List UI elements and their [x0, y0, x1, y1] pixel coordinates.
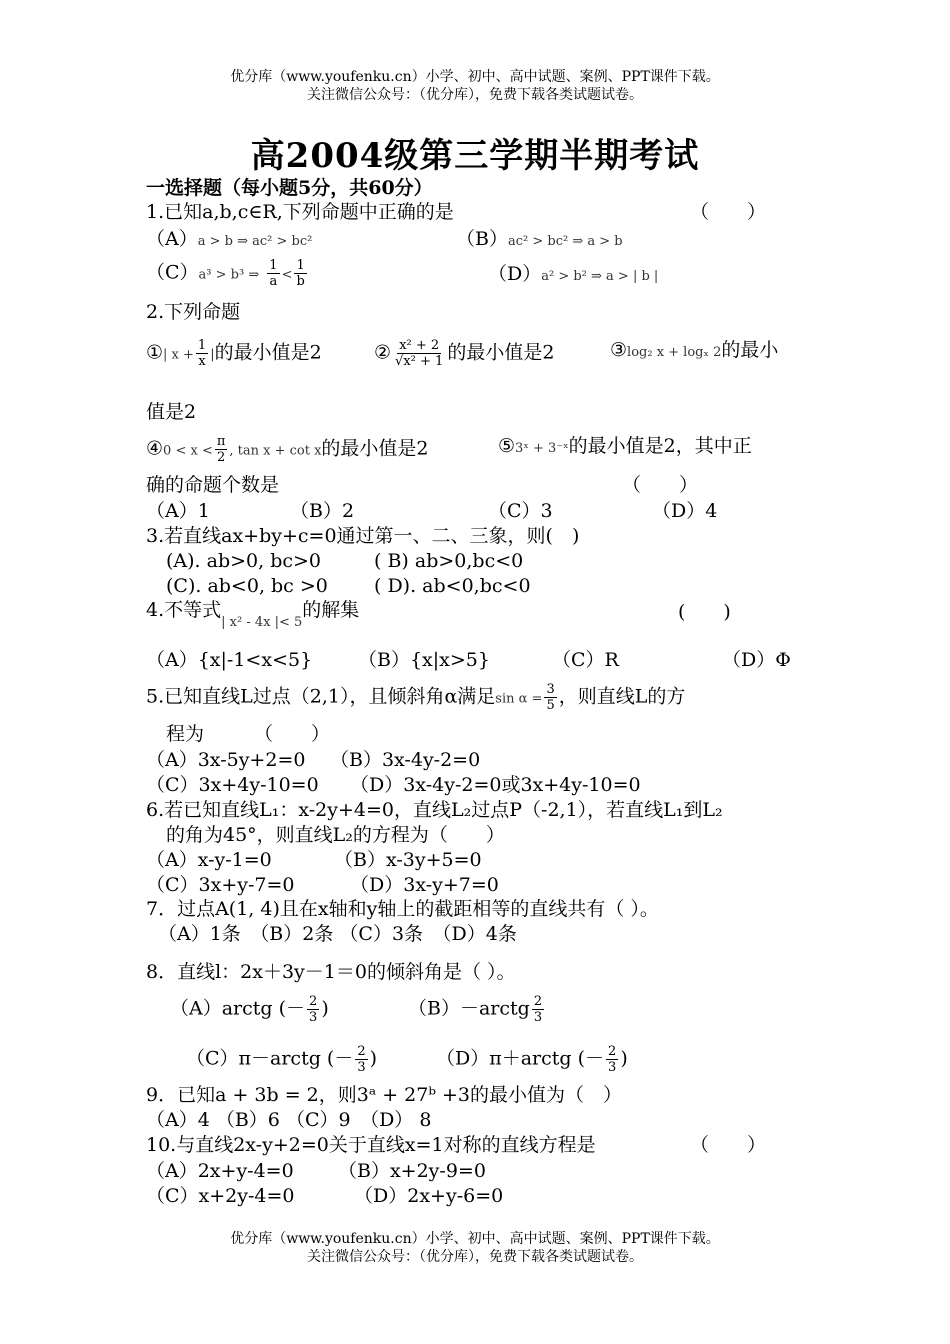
q6-cont: 的角为45°，则直线L₂的方程为（ ）	[166, 824, 505, 846]
q8-a-frac	[307, 994, 319, 1025]
q1-stem: 1.已知a,b,c∈R,下列命题中正确的是	[146, 201, 454, 223]
q8-d-den: 3	[608, 1060, 617, 1075]
q8-option-b	[408, 994, 546, 1025]
header-line-1: 优分库（www.youfenku.cn）小学、初中、高中试题、案例、PPT课件下载。	[230, 69, 720, 85]
q5-frac	[544, 682, 556, 713]
q1-d-math: a² > b² ⇒ a > | b |	[541, 269, 659, 284]
q2-option-c: （C）3	[488, 500, 553, 522]
q10-option-b: （B）x+2y-9=0	[338, 1160, 486, 1182]
header-line-2: 关注微信公众号：（优分库），免费下载各类试题试卷。	[307, 87, 643, 103]
q8-b-frac	[532, 994, 544, 1025]
q2-c2-frac	[393, 338, 445, 369]
q8-option-c	[186, 1044, 377, 1075]
q5-option-a: （A）3x-5y+2=0	[146, 749, 306, 771]
q4-option-c: （C）R	[552, 649, 619, 671]
q2-claim-1	[146, 338, 322, 369]
q6-option-b: （B）x-3y+5=0	[334, 849, 482, 871]
q10-option-d: （D）2x+y-6=0	[354, 1185, 504, 1207]
q1-c-den1: a	[269, 274, 278, 289]
q2-answer-paren: （ ）	[622, 474, 699, 496]
q5-den: 5	[546, 698, 555, 713]
q10-stem: 10.与直线2x-y+2=0关于直线x=1对称的直线方程是	[146, 1134, 596, 1156]
q8-a-post: )	[321, 997, 329, 1020]
q8-d-post: )	[620, 1047, 628, 1070]
q4-math: | x² - 4x |< 5	[221, 615, 303, 630]
q2-c4-den: 2	[216, 450, 226, 465]
q2-c1-math-pre: | x +	[163, 347, 194, 363]
q2-c1-frac	[196, 338, 208, 369]
q5-stem-post: ，则直线L的方	[558, 685, 686, 708]
q10-option-c: （C）x+2y-4=0	[146, 1185, 295, 1207]
q2-option-b: （B）2	[290, 500, 355, 522]
q2-c2-num: x² + 2	[399, 338, 440, 353]
q2-c3-math: log₂ x + logₓ 2	[627, 345, 722, 360]
q1-c-num2: 1	[296, 258, 305, 273]
q4-stem-post: 的解集	[302, 599, 360, 621]
q2-option-d: （D）4	[652, 500, 718, 522]
q2-claim-4	[146, 434, 429, 465]
q1-c-frac2	[294, 258, 306, 289]
q5-option-b: （B）3x-4y-2=0	[330, 749, 481, 771]
q5-answer-paren: （ ）	[254, 723, 331, 745]
q2-c4-text: 的最小值是2	[321, 437, 429, 460]
q2-c1-math-post: |	[210, 347, 215, 363]
q8-a-pre: （A）arctg (－	[170, 997, 306, 1020]
q2-c5-text: 的最小值是2，其中正	[568, 435, 752, 457]
q6-option-a: （A）x-y-1=0	[146, 849, 272, 871]
q8-c-post: )	[369, 1047, 378, 1070]
q3-option-b: ( B) ab>0,bc<0	[374, 550, 524, 572]
q3-option-c: (C). ab<0, bc >0	[166, 575, 328, 597]
q6-option-d: （D）3x-y+7=0	[350, 874, 499, 896]
q8-stem: 8．直线l：2x＋3y－1＝0的倾斜角是（ ）。	[146, 961, 516, 983]
q2-c4-math-pre: 0 < x <	[163, 443, 213, 459]
q2-c4-marker: ④	[146, 437, 164, 460]
q1-option-a	[146, 227, 312, 254]
q2-c3-marker: ③	[610, 339, 628, 361]
q8-c-num: 2	[357, 1044, 366, 1059]
q8-d-num: 2	[608, 1044, 617, 1059]
q1-b-math: ac² > bc² ⇒ a > b	[507, 234, 623, 249]
q8-a-num: 2	[309, 994, 318, 1009]
q7-options: （A）1条 （B）2条 （C）3条 （D）4条	[158, 923, 517, 945]
q4-option-d: （D）Φ	[722, 649, 791, 671]
q8-a-den: 3	[309, 1010, 318, 1025]
q4-option-a: （A）{x|-1<x<5}	[146, 649, 313, 671]
q10-option-a: （A）2x+y-4=0	[146, 1160, 294, 1182]
q1-option-c	[146, 258, 309, 289]
q3-option-d: ( D). ab<0,bc<0	[374, 575, 531, 597]
q2-c1-num: 1	[197, 338, 207, 353]
q5-math: sin α =	[495, 691, 543, 707]
q2-c2-marker: ②	[374, 341, 392, 364]
q2-c5-marker: ⑤	[498, 435, 516, 457]
q2-c4-num: π	[216, 434, 226, 449]
q3-option-a: (A). ab>0, bc>0	[166, 550, 322, 572]
q2-tail: 确的命题个数是	[146, 474, 280, 496]
q1-c-frac1	[267, 258, 279, 289]
q8-c-pre: （C）π－arctg (－	[186, 1047, 354, 1070]
q2-c4-frac	[215, 434, 228, 465]
q1-a-math: a > b ⇒ ac² > bc²	[197, 234, 313, 249]
q1-c-lt: <	[281, 267, 293, 283]
q8-c-den: 3	[357, 1060, 366, 1075]
q4-stem	[146, 598, 360, 630]
q1-answer-paren: （ ）	[690, 201, 767, 223]
q1-c-num1: 1	[269, 258, 278, 273]
q2-c2-text: 的最小值是2	[447, 341, 555, 364]
q6-option-c: （C）3x+y-7=0	[146, 874, 295, 896]
footer-line-1: 优分库（www.youfenku.cn）小学、初中、高中试题、案例、PPT课件下载。	[230, 1231, 720, 1247]
q1-c-den2: b	[296, 274, 305, 289]
q1-c-label: （C）	[146, 261, 199, 284]
q2-claim-3	[610, 338, 778, 365]
q1-c-math: a³ > b³ ⇒	[198, 267, 260, 283]
q8-b-num: 2	[533, 994, 543, 1009]
q4-stem-pre: 4.不等式	[146, 599, 222, 621]
q2-c5-math: 3ˣ + 3⁻ˣ	[515, 441, 569, 456]
q5-option-c: （C）3x+4y-10=0	[146, 774, 319, 796]
q8-option-d	[436, 1044, 628, 1075]
q2-claim-2	[374, 338, 554, 369]
q5-cont: 程为	[166, 723, 205, 745]
section-heading: 一选择题（每小题5分，共60分）	[146, 177, 433, 199]
q8-option-a	[170, 994, 329, 1025]
q1-a-label: （A）	[146, 228, 198, 250]
exam-title: 高2004级第三学期半期考试	[250, 136, 700, 176]
q2-claim-5	[498, 434, 752, 461]
q4-answer-paren: ( )	[678, 601, 731, 623]
q2-c1-marker: ①	[146, 341, 164, 364]
q8-d-pre: （D）π＋arctg (－	[436, 1047, 605, 1070]
q5-stem	[146, 682, 685, 713]
q2-claim-3-cont: 值是2	[146, 401, 197, 423]
q7-stem: 7．过点A(1, 4)且在x轴和y轴上的截距相等的直线共有（ ）。	[146, 898, 659, 920]
q2-c2-den: √x² + 1	[395, 354, 444, 369]
q9-options: （A）4 （B）6 （C）9 （D） 8	[146, 1109, 432, 1131]
q2-option-a: （A）1	[146, 500, 210, 522]
q6-stem: 6.若已知直线L₁：x-2y+4=0，直线L₂过点P（-2,1），若直线L₁到L₂	[146, 799, 723, 821]
q2-c3-text: 的最小	[721, 339, 779, 361]
q10-answer-paren: （ ）	[690, 1134, 767, 1156]
q8-c-frac	[355, 1044, 367, 1075]
q5-option-d: （D）3x-4y-2=0或3x+4y-10=0	[350, 774, 641, 796]
q8-b-den: 3	[533, 1010, 543, 1025]
q8-d-frac	[606, 1044, 618, 1075]
q8-b-pre: （B）－arctg	[408, 997, 530, 1020]
q3-stem: 3.若直线ax+by+c=0通过第一、二、三象，则( )	[146, 525, 580, 547]
q1-option-b	[456, 227, 623, 254]
q2-c4-math-post: , tan x + cot x	[229, 443, 322, 459]
q1-option-d	[488, 262, 658, 289]
q5-stem-pre: 5.已知直线L过点（2,1），且倾斜角α满足	[146, 685, 496, 708]
footer-line-2: 关注微信公众号：（优分库），免费下载各类试题试卷。	[307, 1249, 643, 1265]
q9-stem: 9．已知a + 3b = 2，则3ᵃ + 27ᵇ +3的最小值为（ ）	[146, 1084, 622, 1106]
q1-d-label: （D）	[488, 263, 542, 285]
q2-stem: 2.下列命题	[146, 301, 241, 323]
q2-c1-text: 的最小值是2	[214, 341, 322, 364]
q4-option-b: （B）{x|x>5}	[358, 649, 490, 671]
q5-num: 3	[546, 682, 555, 697]
q1-b-label: （B）	[456, 228, 508, 250]
q2-c1-den: x	[198, 354, 206, 369]
